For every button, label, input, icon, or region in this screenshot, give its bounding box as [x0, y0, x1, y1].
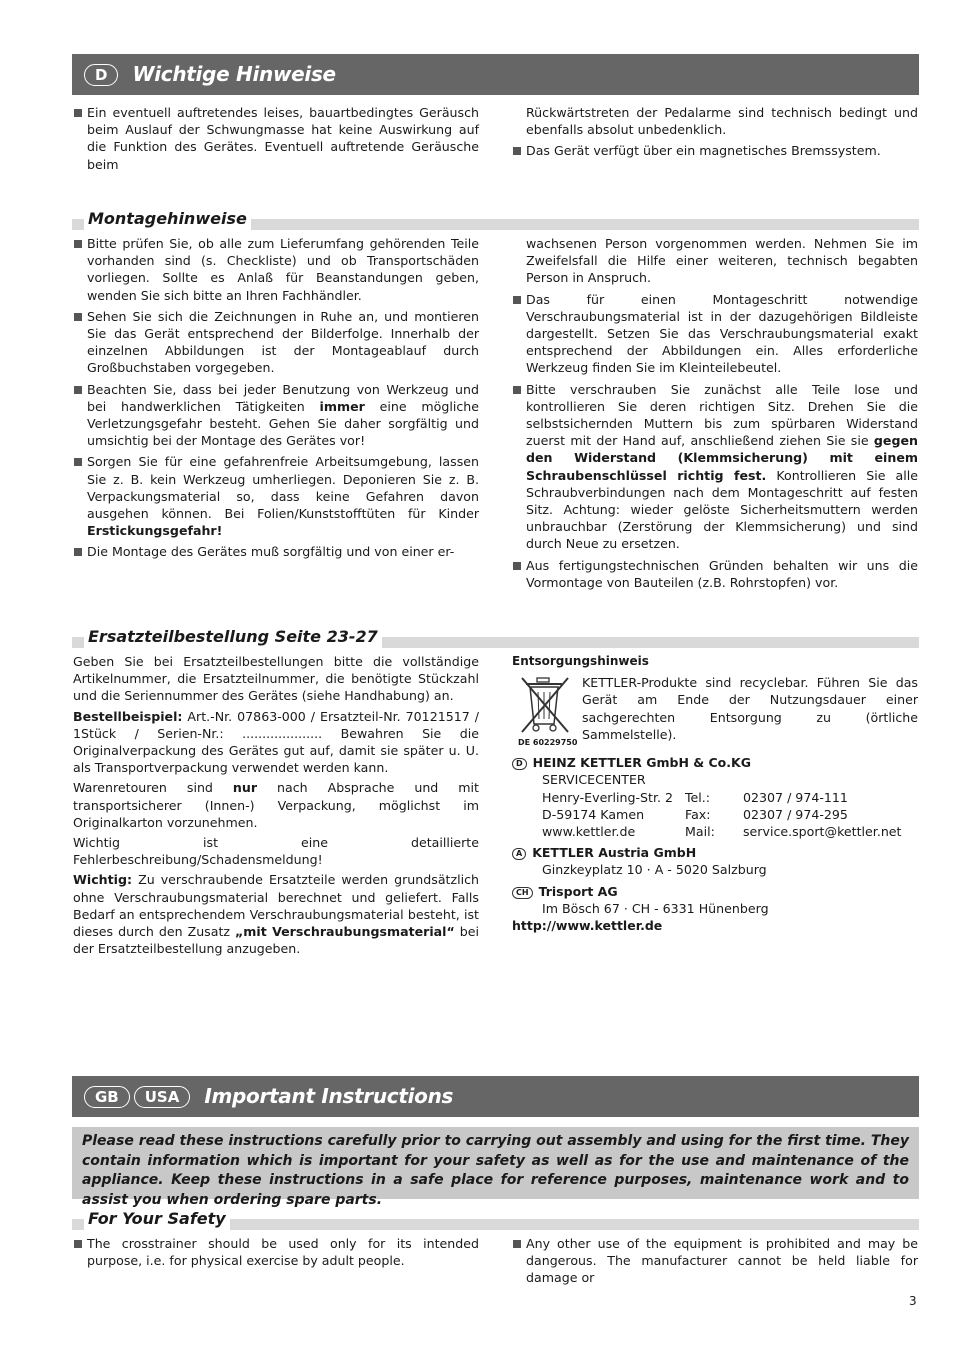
country-badge-at: A [512, 848, 526, 860]
list-item: Die Montage des Gerätes muß sorgfältig und von einer er- [73, 543, 479, 560]
subheading-label: Montagehinweise [84, 208, 251, 230]
montage-column-left [73, 235, 479, 565]
subheading-label: For Your Safety [84, 1208, 230, 1230]
country-badge-ch: CH [512, 887, 533, 899]
contact-row: D-59174 Kamen Fax: 02307 / 974-295 [542, 806, 848, 822]
list-item: Das Gerät verfügt über ein magnetisches Bremssystem. [512, 142, 918, 159]
email-link[interactable]: service.sport@kettler.net [743, 824, 902, 840]
section-title-gb: Important Instructions [204, 1083, 454, 1108]
company-ch: CH Trisport AG [512, 883, 918, 900]
paragraph: Wichtig ist eine detaillierte Fehlerbeschreibung/Schadensmeldung! [73, 835, 479, 868]
subheading-safety [72, 1208, 919, 1232]
disposal-column [512, 653, 918, 934]
montage-column-right [512, 235, 918, 595]
paragraph: Wichtig: Zu verschraubende Ersatzteile werden grundsätzlich ohne Verschraubungsmaterial berechnet und geliefert. Falls Bedarf an entsprechendem Verschraubungsmaterial besteht, ist dieses durch den Zusatz „mit Verschraubungsmaterial“ bei der Ersatzteilbestellung anzugeben. [73, 872, 479, 957]
section-banner-gb [72, 1076, 919, 1117]
disposal-text: KETTLER-Produkte sind recyclebar. Führen Sie das Gerät am Ende der Nutzungsdauer einer sachgerechten Entsorgung zu (örtliche Sammelstelle). [582, 675, 918, 742]
list-item: Sorgen Sie für eine gefahrenfreie Arbeitsumgebung, lassen Sie z. B. kein Werkzeug umherliegen. Deponieren Sie z. B. Verpackungsmaterial so, dass keine Gefahren davon ausgehen können. Bei Folien/Kunststofftüten für Kinder Erstickungsgefahr! [73, 453, 479, 539]
list-item-continued: wachsenen Person vorgenommen werden. Nehmen Sie im Zweifelsfall die Hilfe einer weiteren, technisch begabten Person in Anspruch. [526, 236, 918, 286]
company-de: D HEINZ KETTLER GmbH & Co.KG [512, 754, 918, 771]
list-item: Aus fertigungstechnischen Gründen behalten wir uns die Vormontage von Bauteilen (z.B. Rohrstopfen) vor. [512, 557, 918, 591]
address-at: Ginzkeyplatz 10 · A - 5020 Salzburg [542, 862, 767, 878]
ersatz-column [73, 653, 479, 960]
contact-row: Henry-Everling-Str. 2 Tel.: 02307 / 974-111 [542, 789, 848, 805]
list-item: Sehen Sie sich die Zeichnungen in Ruhe an, und montieren Sie das Gerät entsprechend der Bilderfolge. Innerhalb der einzelnen Abbildungen ist der Montageablauf durch Großbuchstaben vorgegeben. [73, 308, 479, 377]
list-item: Das für einen Montageschritt notwendige Verschraubungsmaterial ist in der dazugehörigen Bildleiste dargestellt. Setzen Sie das Verschraubungsmaterial exakt entsprechend der Abbildungen ein. Alles erforderliche Werkzeug finden Sie im Kleinteilebeutel. [512, 291, 918, 377]
list-item: Bitte verschrauben Sie zunächst alle Teile lose und kontrollieren Sie deren richtigen Sitz. Drehen Sie die selbstsichernden Muttern bis zum spürbaren Widerstand zuerst mit der Hand auf, anschließend ziehen Sie sie gegen den Widerstand (Klemmsicherung) mit einem Schraubenschlüssel richtig fest. Kontrollieren Sie alle Schraubverbindungen nach dem Montageschritt auf festen Sitz. Achtung: wieder gelöste Sicherheitsmuttern werden unbrauchbar (Zerstörung der Klemmsicherung) und sind durch Neue zu ersetzen. [512, 381, 918, 553]
disposal-heading: Entsorgungshinweis [512, 654, 649, 668]
paragraph: Bestellbeispiel: Art.-Nr. 07863-000 / Ersatzteil-Nr. 70121517 / 1Stück / Serien-Nr.: .................... Bewahren Sie die Originalverpackung des Gerätes gut auf, damit sie später u. U. als Transportverpackung verwendet werden kann. [73, 708, 479, 776]
safety-column-right [512, 1235, 918, 1291]
language-badge-de: D [84, 64, 118, 86]
address-ch: Im Bösch 67 · CH - 6331 Hünenberg [542, 900, 769, 916]
disposal-code: DE 60229750 [518, 738, 578, 748]
country-badge-de: D [512, 758, 527, 770]
notes-column-left [73, 104, 479, 177]
list-item: The crosstrainer should be used only for its intended purpose, i.e. for physical exercise by adult people. [73, 1235, 479, 1269]
section-title-de: Wichtige Hinweise [132, 61, 336, 86]
language-badge-usa: USA [134, 1086, 191, 1108]
intro-box: Please read these instructions carefully prior to carrying out assembly and using for the first time. They contain information which is important for your safety as well as for the use and maintenance of the appliance. Keep these instructions in a safe place for reference purposes, maintenance work and to assist you when ordering spare parts. [72, 1127, 919, 1199]
website-link[interactable]: www.kettler.de [542, 824, 636, 840]
paragraph: Geben Sie bei Ersatzteilbestellungen bitte die vollständige Artikelnummer, die Ersatzteilnummer, die benötigte Stückzahl und die Seriennummer des Gerätes (siehe Handhabung) an. [73, 654, 479, 704]
subheading-ersatz [72, 626, 919, 650]
subheading-label: Ersatzteilbestellung Seite 23-27 [84, 626, 382, 648]
bin-icon [512, 674, 582, 750]
website-link[interactable]: http://www.kettler.de [512, 918, 663, 934]
list-item: Ein eventuell auftretendes leises, bauartbedingtes Geräusch beim Auslauf der Schwungmasse hat keine Auswirkung auf die Funktion des Gerätes. Eventuell auftretende Geräusche beim [73, 104, 479, 173]
list-item: Bitte prüfen Sie, ob alle zum Lieferumfang gehörenden Teile vorhanden sind (s. Checkliste) und ob Transportschäden vorliegen. Sollte es Anlaß für Beanstandungen geben, wenden Sie sich bitte an Ihren Fachhändler. [73, 235, 479, 304]
disposal-row [512, 674, 918, 750]
safety-column-left [73, 1235, 479, 1273]
list-item: Any other use of the equipment is prohibited and may be dangerous. The manufacturer cannot be held liable for damage or [512, 1235, 918, 1287]
list-item-continued: Rückwärtstreten der Pedalarme sind technisch bedingt und ebenfalls absolut unbedenklich. [526, 105, 918, 138]
list-item: Beachten Sie, dass bei jeder Benutzung von Werkzeug und bei handwerklichen Tätigkeiten immer eine mögliche Verletzungsgefahr besteht. Gehen Sie daher sorgfältig und umsichtig bei der Montage des Gerätes vor! [73, 381, 479, 450]
company-at: A KETTLER Austria GmbH [512, 844, 918, 861]
page-number: 3 [909, 1294, 917, 1308]
service-center: SERVICECENTER [542, 772, 646, 788]
contact-row: www.kettler.de Mail: service.sport@kettler.net [512, 823, 918, 840]
language-badge-gb: GB [84, 1086, 130, 1108]
section-banner-de [72, 54, 919, 95]
notes-column-right [512, 104, 918, 164]
subheading-montage [72, 208, 919, 232]
paragraph: Warenretouren sind nur nach Absprache und mit transportsicherer (Innen-) Verpackung, möglichst im Originalkarton vorzunehmen. [73, 780, 479, 830]
